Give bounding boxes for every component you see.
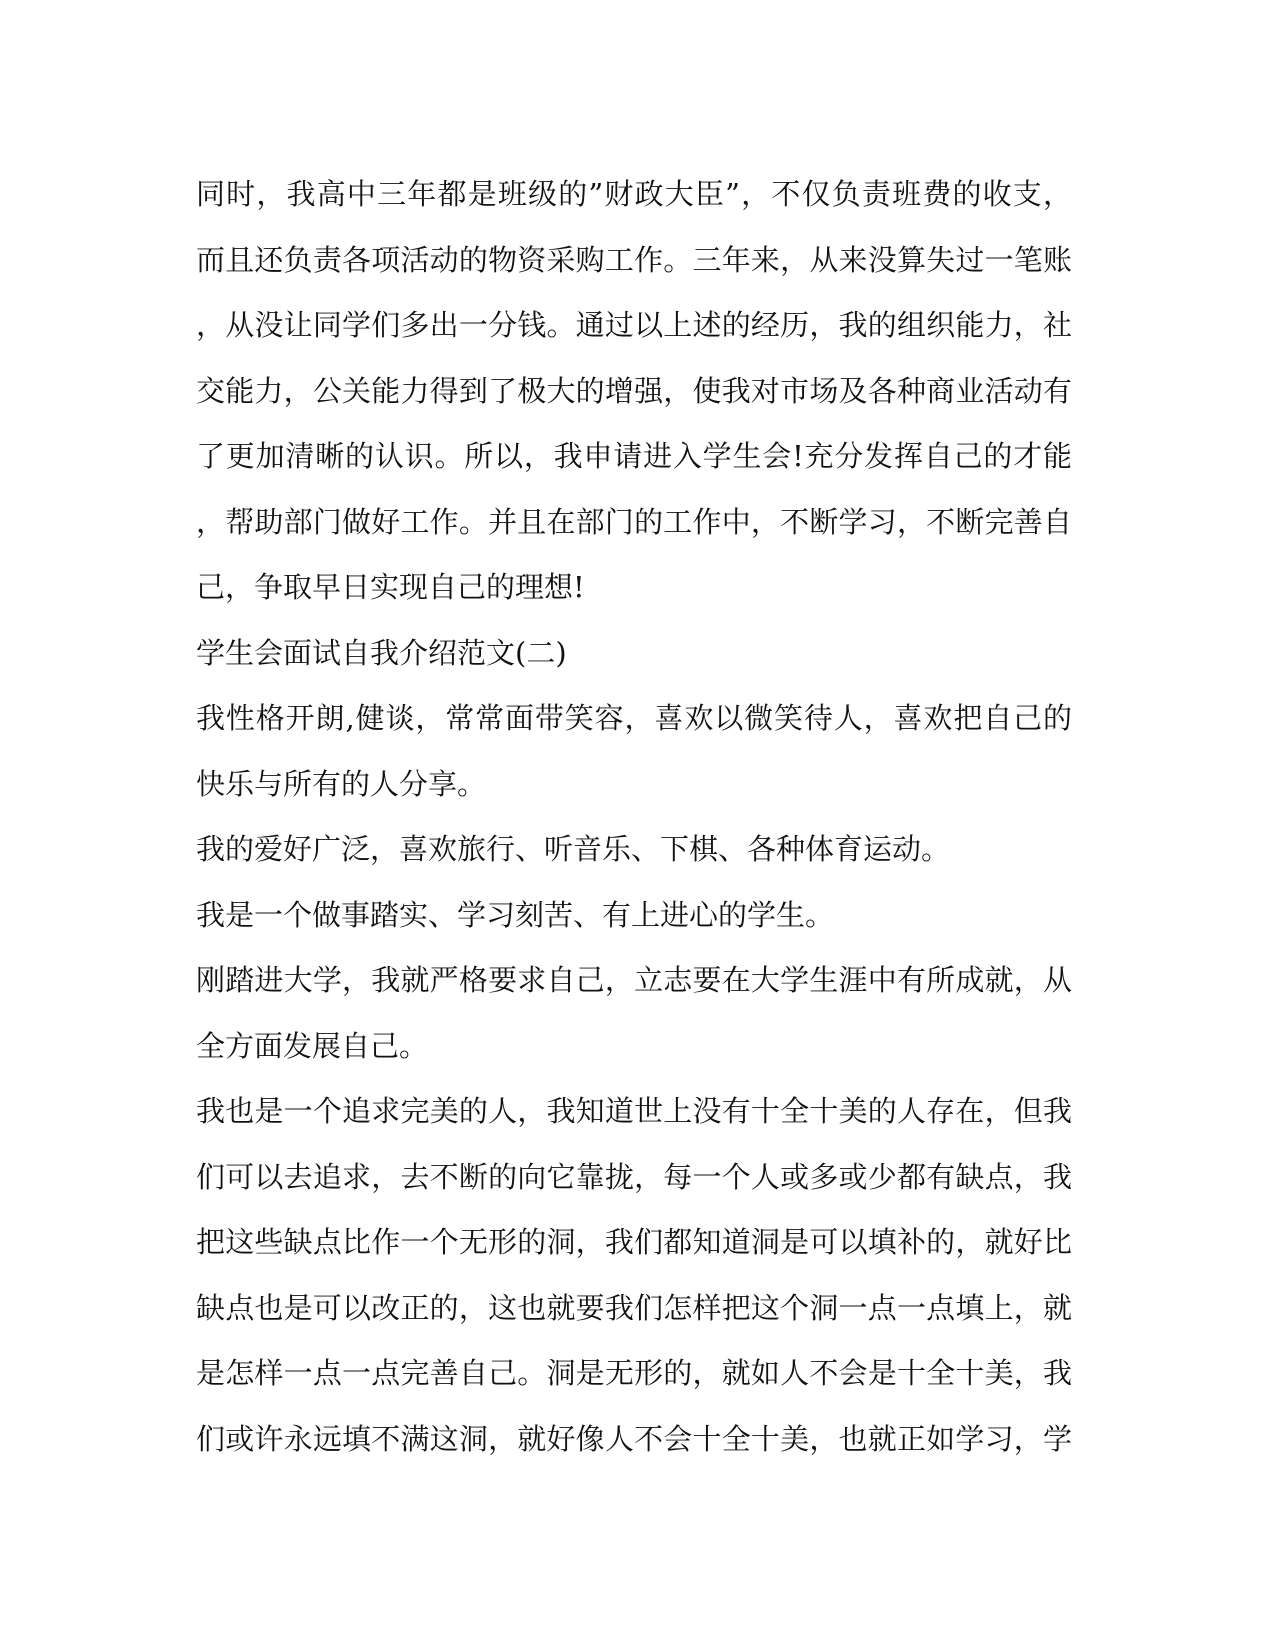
section-heading: 学生会面试自我介绍范文(二) xyxy=(196,635,567,670)
text-line: 们可以去追求，去不断的向它靠拢，每一个人或多或少都有缺点，我 xyxy=(196,1159,1072,1194)
text-line: 缺点也是可以改正的，这也就要我们怎样把这个洞一点一点填上，就 xyxy=(196,1290,1072,1325)
text-line: 我的爱好广泛，喜欢旅行、听音乐、下棋、各种体育运动。 xyxy=(196,832,951,866)
document-body xyxy=(196,162,1072,1472)
text-line: 我性格开朗,健谈，常常面带笑容，喜欢以微笑待人，喜欢把自己的 xyxy=(196,701,1072,735)
text-line: ，帮助部门做好工作。并且在部门的工作中，不断学习，不断完善自 xyxy=(196,504,1072,539)
text-line: 己，争取早日实现自己的理想! xyxy=(196,570,585,604)
text-line: 我也是一个追求完美的人，我知道世上没有十全十美的人存在，但我 xyxy=(196,1094,1072,1128)
text-line: 们或许永远填不满这洞，就好像人不会十全十美，也就正如学习，学 xyxy=(196,1421,1072,1456)
text-line: 是怎样一点一点完善自己。洞是无形的，就如人不会是十全十美，我 xyxy=(196,1356,1072,1390)
text-line: 我是一个做事踏实、学习刻苦、有上进心的学生。 xyxy=(196,897,835,932)
text-line: 快乐与所有的人分享。 xyxy=(196,766,487,801)
text-line: 而且还负责各项活动的物资采购工作。三年来，从来没算失过一笔账 xyxy=(196,242,1072,277)
text-line: 同时，我高中三年都是班级的”财政大臣”，不仅负责班费的收支， xyxy=(196,177,1072,211)
text-line: 交能力，公关能力得到了极大的增强，使我对市场及各种商业活动有 xyxy=(196,373,1072,408)
text-line: 刚踏进大学，我就严格要求自己，立志要在大学生涯中有所成就，从 xyxy=(196,963,1072,997)
text-line: ，从没让同学们多出一分钱。通过以上述的经历，我的组织能力，社 xyxy=(196,308,1072,342)
text-line: 把这些缺点比作一个无形的洞，我们都知道洞是可以填补的，就好比 xyxy=(196,1225,1072,1259)
text-line: 全方面发展自己。 xyxy=(196,1028,429,1063)
text-line: 了更加清晰的认识。所以，我申请进入学生会!充分发挥自己的才能 xyxy=(196,439,1072,473)
